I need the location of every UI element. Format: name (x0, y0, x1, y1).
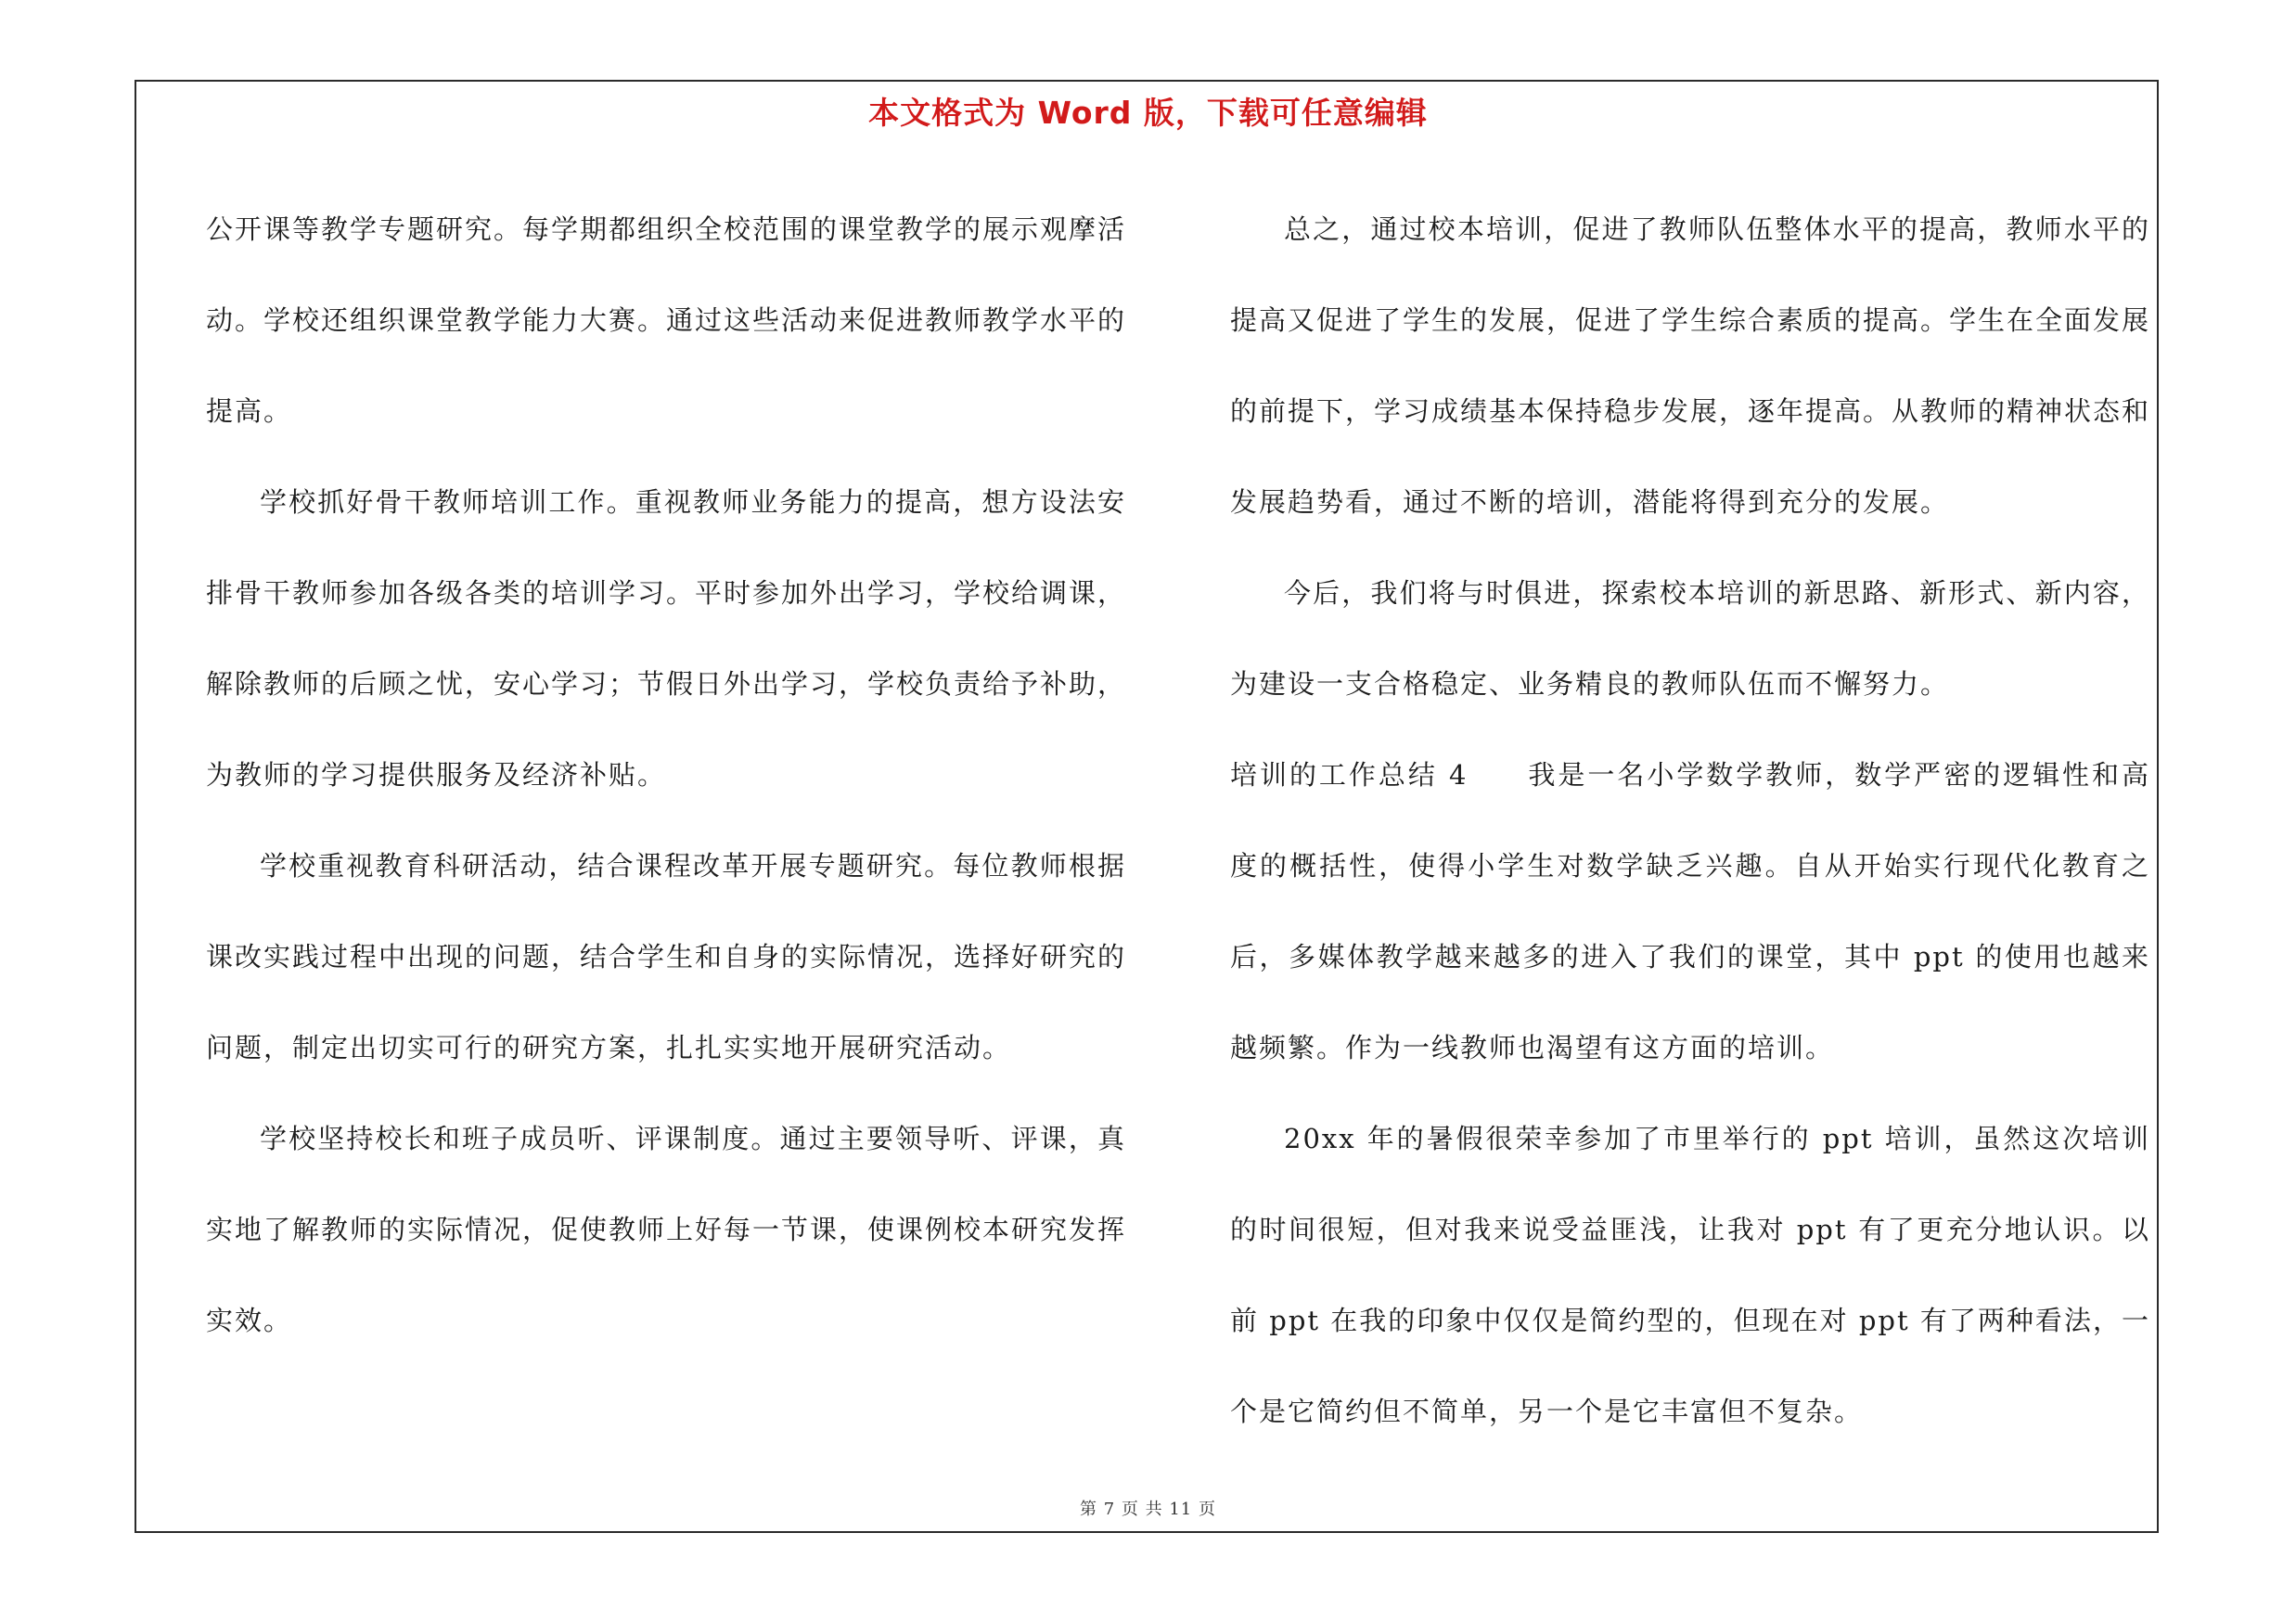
paragraph-ppt-training: 20xx 年的暑假很荣幸参加了市里举行的 ppt 培训，虽然这次培训的时间很短，但对我来说受益匪浅，让我对 ppt 有了更充分地认识。以前 ppt 在我的印象中仅仅是简约型的，但现在对 ppt 有了两种看法，一个是它简约但不简单，另一个是它丰富但不复杂。 (1230, 1123, 2150, 1427)
paragraph-future-plans: 今后，我们将与时俱进，探索校本培训的新思路、新形式、新内容，为建设一支合格稳定、业务精良的教师队伍而不懈努力。 (1230, 577, 2150, 700)
paragraph-backbone-training: 学校抓好骨干教师培训工作。重视教师业务能力的提高，想方设法安排骨干教师参加各级各类的培训学习。平时参加外出学习，学校给调课，解除教师的后顾之忧，安心学习；节假日外出学习，学校负责给予补助，为教师的学习提供服务及经济补贴。 (206, 486, 1127, 791)
format-notice-banner: 本文格式为 Word 版，下载可任意编辑 (868, 95, 1428, 131)
right-text-column (1230, 184, 2150, 1457)
paragraph-research-activities: 学校重视教育科研活动，结合课程改革开展专题研究。每位教师根据课改实践过程中出现的问题，结合学生和自身的实际情况，选择好研究的问题，制定出切实可行的研究方案，扎扎实实地开展研究活动。 (206, 850, 1127, 1063)
paragraph-open-classes: 公开课等教学专题研究。每学期都组织全校范围的课堂教学的展示观摩活动。学校还组织课堂教学能力大赛。通过这些活动来促进教师教学水平的提高。 (206, 213, 1127, 427)
paragraph-summary: 总之，通过校本培训，促进了教师队伍整体水平的提高，教师水平的提高又促进了学生的发展，促进了学生综合素质的提高。学生在全面发展的前提下，学习成绩基本保持稳步发展，逐年提高。从教师的精神状态和发展趋势看，通过不断的培训，潜能将得到充分的发展。 (1230, 213, 2151, 518)
paragraph-summary-4-intro: 培训的工作总结 4 我是一名小学数学教师，数学严密的逻辑性和高度的概括性，使得小学生对数学缺乏兴趣。自从开始实行现代化教育之后，多媒体教学越来越多的进入了我们的课堂，其中 ppt 的使用也越来越频繁。作为一线教师也渴望有这方面的培训。 (1230, 759, 2150, 1063)
left-text-column (206, 184, 1126, 1366)
page-number: 第 7 页 共 11 页 (1080, 1500, 1216, 1519)
paragraph-lesson-evaluation: 学校坚持校长和班子成员听、评课制度。通过主要领导听、评课，真实地了解教师的实际情况，促使教师上好每一节课，使课例校本研究发挥实效。 (206, 1123, 1127, 1336)
